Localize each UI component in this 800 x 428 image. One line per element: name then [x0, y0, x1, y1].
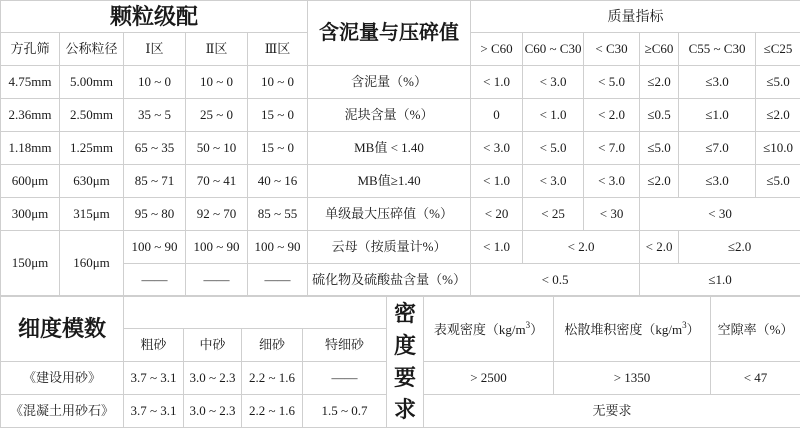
table-cell: 100 ~ 90 [186, 231, 248, 264]
table-cell: < 2.0 [640, 231, 679, 264]
row-label: 含泥量（%） [308, 66, 471, 99]
table-cell: < 5.0 [523, 132, 584, 165]
column-header: 方孔筛 [1, 33, 60, 66]
row-label: 《建设用砂》 [1, 362, 124, 395]
table-cell: 3.0 ~ 2.3 [184, 395, 242, 428]
table-cell: 3.7 ~ 3.1 [124, 395, 184, 428]
table-cell: < 3.0 [584, 165, 640, 198]
table-cell: 3.7 ~ 3.1 [124, 362, 184, 395]
table-cell: 630μm [60, 165, 124, 198]
table-cell: 85 ~ 71 [124, 165, 186, 198]
table-cell: < 47 [711, 362, 800, 395]
table-cell-merged: < 2.0 [523, 231, 640, 264]
table-cell: < 3.0 [523, 165, 584, 198]
column-header [711, 296, 800, 362]
column-header: Ⅲ区 [248, 33, 308, 66]
table-cell: > 2500 [424, 362, 554, 395]
table-cell: < 7.0 [584, 132, 640, 165]
table-cell-dash: —— [303, 362, 387, 395]
table-cell: 10 ~ 0 [124, 66, 186, 99]
table-cell: ≤2.0 [756, 99, 800, 132]
table-cell: 3.0 ~ 2.3 [184, 362, 242, 395]
table-cell-merged: ≤1.0 [640, 264, 800, 297]
table-cell: 160μm [60, 231, 124, 297]
row-label: MB值 < 1.40 [308, 132, 471, 165]
table-cell: < 1.0 [523, 99, 584, 132]
table-cell: 150μm [1, 231, 60, 297]
table-cell: 315μm [60, 198, 124, 231]
column-header: C55 ~ C30 [679, 33, 756, 66]
column-header [424, 296, 554, 362]
table-cell: 2.36mm [1, 99, 60, 132]
column-header: 细砂 [242, 329, 303, 362]
table-cell: 1.25mm [60, 132, 124, 165]
superscript: 3 [525, 319, 531, 330]
table-cell: 25 ~ 0 [186, 99, 248, 132]
table-cell: 92 ~ 70 [186, 198, 248, 231]
fineness-density-table [0, 295, 800, 428]
table-cell-merged: < 30 [640, 198, 800, 231]
table-cell: 10 ~ 0 [248, 66, 308, 99]
table-cell: 100 ~ 90 [124, 231, 186, 264]
table-cell: 0 [471, 99, 523, 132]
table-cell: 2.2 ~ 1.6 [242, 362, 303, 395]
table-cell: ≤5.0 [640, 132, 679, 165]
table-cell: 4.75mm [1, 66, 60, 99]
row-label: 硫化物及硫酸盐含量（%） [308, 264, 471, 297]
table-cell: ≤2.0 [640, 66, 679, 99]
row-label: MB值≥1.40 [308, 165, 471, 198]
table-cell: ≤2.0 [640, 165, 679, 198]
table-cell: 50 ~ 10 [186, 132, 248, 165]
table-cell: < 20 [471, 198, 523, 231]
table-cell: < 1.0 [471, 165, 523, 198]
column-header: 特细砂 [303, 329, 387, 362]
quality-indicators-title: 质量指标 [471, 1, 800, 33]
table-cell: 65 ~ 35 [124, 132, 186, 165]
table-cell: ≤5.0 [756, 165, 800, 198]
row-label: 泥块含量（%） [308, 99, 471, 132]
table-cell: 40 ~ 16 [248, 165, 308, 198]
density-header-text: 空隙率（%） [717, 321, 794, 337]
column-header: > C60 [471, 33, 523, 66]
table-cell: < 25 [523, 198, 584, 231]
density-header-text: 松散堆积密度（kg/m [564, 321, 683, 337]
column-header: 公称粒径 [60, 33, 124, 66]
column-header: ≥C60 [640, 33, 679, 66]
density-header-text: ） [530, 321, 544, 337]
table-cell: ≤0.5 [640, 99, 679, 132]
table-cell: > 1350 [554, 362, 711, 395]
gradation-title: 颗粒级配 [1, 1, 308, 33]
table-cell: 100 ~ 90 [248, 231, 308, 264]
column-header: 中砂 [184, 329, 242, 362]
empty-cell [124, 296, 387, 329]
table-cell-dash: —— [186, 264, 248, 297]
column-header: ≤C25 [756, 33, 800, 66]
table-cell: ≤1.0 [679, 99, 756, 132]
table-cell: < 5.0 [584, 66, 640, 99]
table-cell: 600μm [1, 165, 60, 198]
table-cell: ≤3.0 [679, 165, 756, 198]
table-cell: 5.00mm [60, 66, 124, 99]
column-header: 粗砂 [124, 329, 184, 362]
density-header-text: ） [686, 321, 700, 337]
table-cell: 10 ~ 0 [186, 66, 248, 99]
column-header: Ⅰ区 [124, 33, 186, 66]
column-header [554, 296, 711, 362]
row-label: 单级最大压碎值（%） [308, 198, 471, 231]
column-header: < C30 [584, 33, 640, 66]
table-cell: 35 ~ 5 [124, 99, 186, 132]
table-cell: 300μm [1, 198, 60, 231]
table-cell: 1.5 ~ 0.7 [303, 395, 387, 428]
table-cell: 70 ~ 41 [186, 165, 248, 198]
column-header: C60 ~ C30 [523, 33, 584, 66]
row-label: 云母（按质量计%） [308, 231, 471, 264]
table-cell-merged: 无要求 [424, 395, 800, 428]
table-cell: 2.50mm [60, 99, 124, 132]
table-cell: ≤3.0 [679, 66, 756, 99]
table-cell: ≤10.0 [756, 132, 800, 165]
table-cell: < 3.0 [471, 132, 523, 165]
table-cell: < 2.0 [584, 99, 640, 132]
table-cell: < 3.0 [523, 66, 584, 99]
density-title: 密度要求 [387, 296, 424, 428]
table-cell: < 30 [584, 198, 640, 231]
table-cell: 15 ~ 0 [248, 99, 308, 132]
table-cell: 95 ~ 80 [124, 198, 186, 231]
table-cell: 15 ~ 0 [248, 132, 308, 165]
column-header: Ⅱ区 [186, 33, 248, 66]
mud-crushing-title: 含泥量与压碎值 [308, 1, 471, 66]
fineness-title: 细度模数 [1, 296, 124, 362]
superscript: 3 [682, 319, 687, 330]
table-cell: 85 ~ 55 [248, 198, 308, 231]
table-cell: ≤7.0 [679, 132, 756, 165]
table-cell-merged: ≤2.0 [679, 231, 800, 264]
density-header-text: 表观密度（kg/m [433, 321, 526, 337]
table-cell: < 1.0 [471, 231, 523, 264]
table-cell-dash: —— [124, 264, 186, 297]
table-cell: 1.18mm [1, 132, 60, 165]
row-label: 《混凝土用砂石》 [1, 395, 124, 428]
table-cell-dash: —— [248, 264, 308, 297]
table-cell-merged: < 0.5 [471, 264, 640, 297]
table-cell: 2.2 ~ 1.6 [242, 395, 303, 428]
table-cell: ≤5.0 [756, 66, 800, 99]
table-cell: < 1.0 [471, 66, 523, 99]
